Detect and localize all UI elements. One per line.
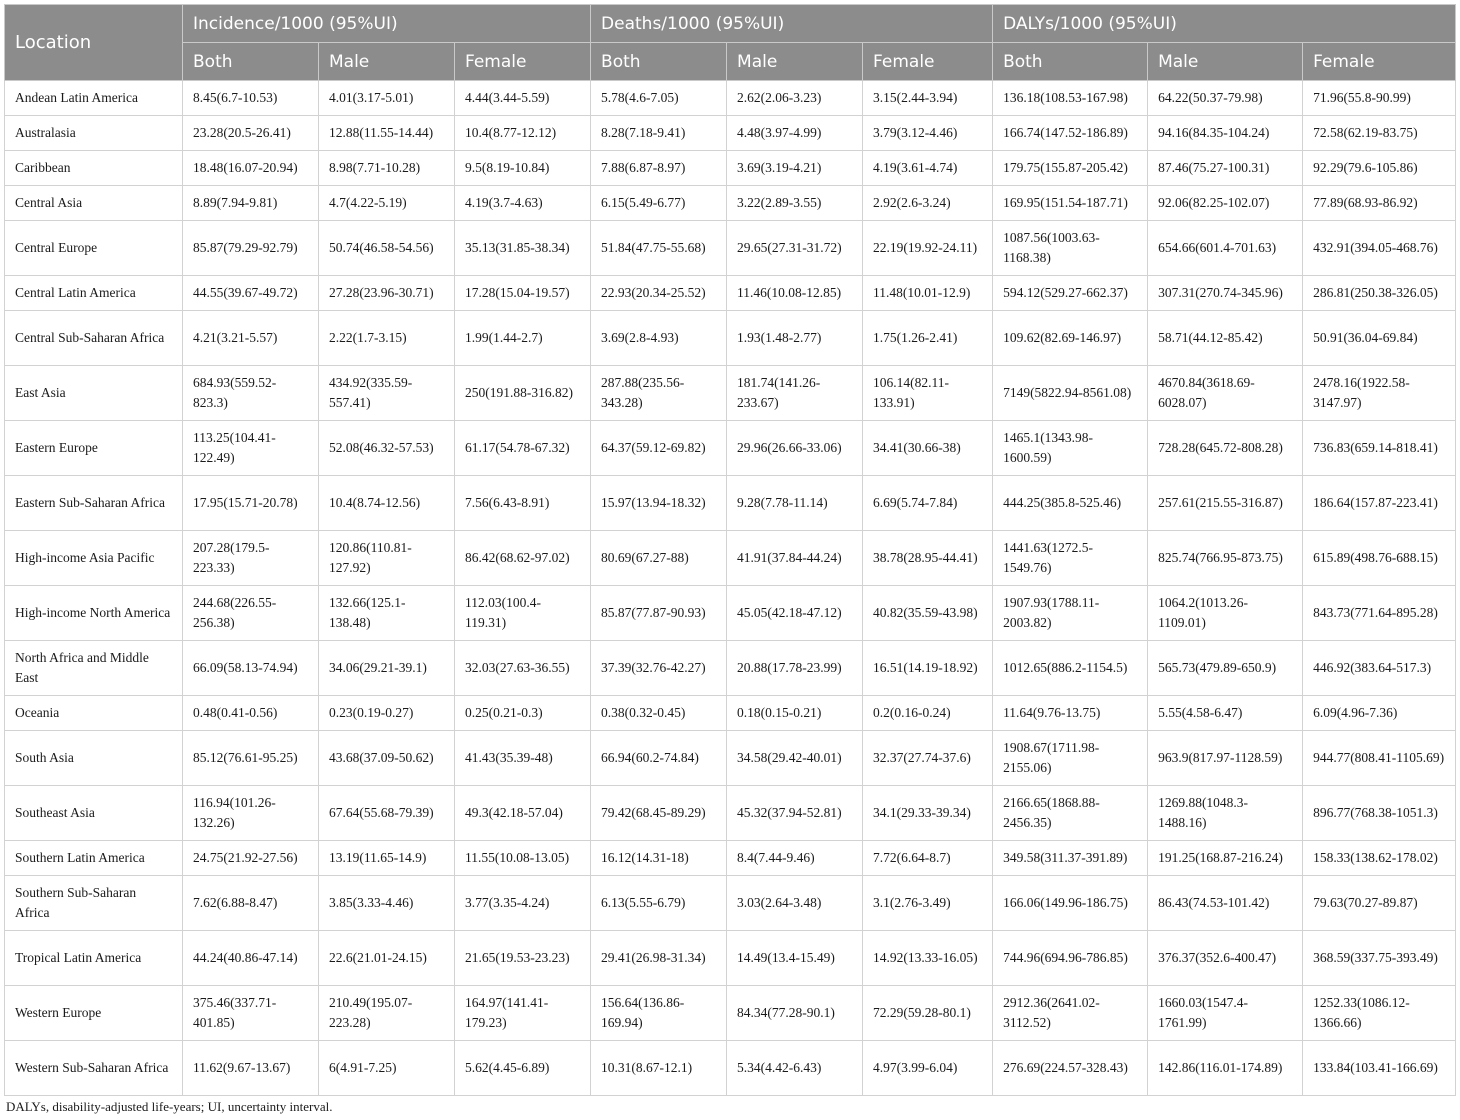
cell-deaths-female: 34.41(30.66-38) — [863, 421, 993, 476]
cell-deaths-both: 3.69(2.8-4.93) — [591, 311, 727, 366]
table-body — [5, 81, 1456, 1096]
cell-dalys-both: 1012.65(886.2-1154.5) — [993, 641, 1148, 696]
cell-dalys-male: 728.28(645.72-808.28) — [1148, 421, 1303, 476]
cell-incidence-both: 684.93(559.52-823.3) — [183, 366, 319, 421]
cell-dalys-female: 72.58(62.19-83.75) — [1303, 116, 1456, 151]
cell-deaths-male: 9.28(7.78-11.14) — [727, 476, 863, 531]
cell-deaths-female: 16.51(14.19-18.92) — [863, 641, 993, 696]
table-row — [5, 641, 1456, 696]
cell-incidence-female: 41.43(35.39-48) — [455, 731, 591, 786]
cell-dalys-male: 1660.03(1547.4-1761.99) — [1148, 986, 1303, 1041]
cell-location: Australasia — [5, 116, 183, 151]
cell-deaths-female: 3.1(2.76-3.49) — [863, 876, 993, 931]
dalys-group-header: DALYs/1000 (95%UI) — [993, 5, 1456, 43]
cell-deaths-male: 2.62(2.06-3.23) — [727, 81, 863, 116]
cell-dalys-both: 1907.93(1788.11-2003.82) — [993, 586, 1148, 641]
cell-deaths-female: 38.78(28.95-44.41) — [863, 531, 993, 586]
cell-dalys-female: 843.73(771.64-895.28) — [1303, 586, 1456, 641]
cell-incidence-both: 207.28(179.5-223.33) — [183, 531, 319, 586]
cell-location: Caribbean — [5, 151, 183, 186]
cell-incidence-male: 4.01(3.17-5.01) — [319, 81, 455, 116]
table-row — [5, 311, 1456, 366]
cell-deaths-female: 11.48(10.01-12.9) — [863, 276, 993, 311]
subheader-deaths-female: Female — [863, 43, 993, 81]
cell-deaths-male: 3.22(2.89-3.55) — [727, 186, 863, 221]
cell-incidence-female: 4.44(3.44-5.59) — [455, 81, 591, 116]
cell-dalys-both: 1908.67(1711.98-2155.06) — [993, 731, 1148, 786]
cell-dalys-both: 166.74(147.52-186.89) — [993, 116, 1148, 151]
table-row — [5, 366, 1456, 421]
cell-deaths-female: 34.1(29.33-39.34) — [863, 786, 993, 841]
cell-dalys-male: 825.74(766.95-873.75) — [1148, 531, 1303, 586]
cell-incidence-both: 0.48(0.41-0.56) — [183, 696, 319, 731]
cell-incidence-both: 17.95(15.71-20.78) — [183, 476, 319, 531]
cell-incidence-both: 18.48(16.07-20.94) — [183, 151, 319, 186]
cell-deaths-both: 37.39(32.76-42.27) — [591, 641, 727, 696]
cell-dalys-female: 79.63(70.27-89.87) — [1303, 876, 1456, 931]
subheader-dalys-male: Male — [1148, 43, 1303, 81]
cell-incidence-both: 4.21(3.21-5.57) — [183, 311, 319, 366]
cell-location: Tropical Latin America — [5, 931, 183, 986]
cell-deaths-both: 29.41(26.98-31.34) — [591, 931, 727, 986]
cell-dalys-both: 276.69(224.57-328.43) — [993, 1041, 1148, 1096]
cell-dalys-male: 376.37(352.6-400.47) — [1148, 931, 1303, 986]
cell-incidence-female: 250(191.88-316.82) — [455, 366, 591, 421]
table-row — [5, 221, 1456, 276]
cell-dalys-male: 307.31(270.74-345.96) — [1148, 276, 1303, 311]
cell-deaths-male: 11.46(10.08-12.85) — [727, 276, 863, 311]
cell-incidence-both: 8.45(6.7-10.53) — [183, 81, 319, 116]
cell-deaths-female: 7.72(6.64-8.7) — [863, 841, 993, 876]
cell-incidence-male: 6(4.91-7.25) — [319, 1041, 455, 1096]
cell-incidence-female: 10.4(8.77-12.12) — [455, 116, 591, 151]
cell-deaths-male: 4.48(3.97-4.99) — [727, 116, 863, 151]
cell-incidence-both: 8.89(7.94-9.81) — [183, 186, 319, 221]
subheader-incidence-both: Both — [183, 43, 319, 81]
cell-location: North Africa and Middle East — [5, 641, 183, 696]
cell-incidence-female: 4.19(3.7-4.63) — [455, 186, 591, 221]
cell-location: High-income Asia Pacific — [5, 531, 183, 586]
cell-dalys-female: 186.64(157.87-223.41) — [1303, 476, 1456, 531]
cell-deaths-male: 5.34(4.42-6.43) — [727, 1041, 863, 1096]
cell-incidence-both: 85.87(79.29-92.79) — [183, 221, 319, 276]
header-row-sex — [5, 43, 1456, 81]
cell-incidence-both: 244.68(226.55-256.38) — [183, 586, 319, 641]
cell-incidence-both: 7.62(6.88-8.47) — [183, 876, 319, 931]
cell-location: Central Asia — [5, 186, 183, 221]
table-row — [5, 586, 1456, 641]
cell-deaths-both: 66.94(60.2-74.84) — [591, 731, 727, 786]
cell-incidence-male: 3.85(3.33-4.46) — [319, 876, 455, 931]
cell-dalys-both: 594.12(529.27-662.37) — [993, 276, 1148, 311]
cell-deaths-female: 4.97(3.99-6.04) — [863, 1041, 993, 1096]
cell-dalys-female: 944.77(808.41-1105.69) — [1303, 731, 1456, 786]
table-row — [5, 786, 1456, 841]
cell-incidence-male: 12.88(11.55-14.44) — [319, 116, 455, 151]
cell-dalys-both: 179.75(155.87-205.42) — [993, 151, 1148, 186]
cell-deaths-both: 287.88(235.56-343.28) — [591, 366, 727, 421]
table-row — [5, 276, 1456, 311]
cell-location: South Asia — [5, 731, 183, 786]
cell-dalys-both: 444.25(385.8-525.46) — [993, 476, 1148, 531]
cell-dalys-female: 432.91(394.05-468.76) — [1303, 221, 1456, 276]
table-row — [5, 186, 1456, 221]
cell-incidence-both: 44.55(39.67-49.72) — [183, 276, 319, 311]
cell-deaths-both: 0.38(0.32-0.45) — [591, 696, 727, 731]
cell-dalys-female: 2478.16(1922.58-3147.97) — [1303, 366, 1456, 421]
cell-incidence-female: 3.77(3.35-4.24) — [455, 876, 591, 931]
cell-incidence-male: 4.7(4.22-5.19) — [319, 186, 455, 221]
cell-location: Central Latin America — [5, 276, 183, 311]
cell-dalys-male: 565.73(479.89-650.9) — [1148, 641, 1303, 696]
cell-dalys-male: 94.16(84.35-104.24) — [1148, 116, 1303, 151]
cell-dalys-female: 286.81(250.38-326.05) — [1303, 276, 1456, 311]
cell-dalys-both: 169.95(151.54-187.71) — [993, 186, 1148, 221]
cell-location: Western Sub-Saharan Africa — [5, 1041, 183, 1096]
cell-deaths-both: 8.28(7.18-9.41) — [591, 116, 727, 151]
cell-dalys-female: 71.96(55.8-90.99) — [1303, 81, 1456, 116]
cell-incidence-female: 112.03(100.4-119.31) — [455, 586, 591, 641]
cell-incidence-both: 85.12(76.61-95.25) — [183, 731, 319, 786]
cell-incidence-female: 49.3(42.18-57.04) — [455, 786, 591, 841]
cell-incidence-female: 0.25(0.21-0.3) — [455, 696, 591, 731]
cell-incidence-male: 0.23(0.19-0.27) — [319, 696, 455, 731]
cell-deaths-male: 45.05(42.18-47.12) — [727, 586, 863, 641]
cell-dalys-male: 64.22(50.37-79.98) — [1148, 81, 1303, 116]
cell-incidence-female: 9.5(8.19-10.84) — [455, 151, 591, 186]
table-row — [5, 986, 1456, 1041]
cell-dalys-male: 654.66(601.4-701.63) — [1148, 221, 1303, 276]
cell-dalys-female: 92.29(79.6-105.86) — [1303, 151, 1456, 186]
cell-incidence-female: 21.65(19.53-23.23) — [455, 931, 591, 986]
table-row — [5, 876, 1456, 931]
cell-deaths-male: 3.69(3.19-4.21) — [727, 151, 863, 186]
cell-deaths-female: 4.19(3.61-4.74) — [863, 151, 993, 186]
cell-dalys-both: 2912.36(2641.02-3112.52) — [993, 986, 1148, 1041]
cell-deaths-both: 79.42(68.45-89.29) — [591, 786, 727, 841]
cell-location: Eastern Sub-Saharan Africa — [5, 476, 183, 531]
cell-incidence-male: 210.49(195.07-223.28) — [319, 986, 455, 1041]
cell-dalys-both: 744.96(694.96-786.85) — [993, 931, 1148, 986]
cell-dalys-male: 191.25(168.87-216.24) — [1148, 841, 1303, 876]
cell-incidence-female: 86.42(68.62-97.02) — [455, 531, 591, 586]
cell-deaths-female: 32.37(27.74-37.6) — [863, 731, 993, 786]
results-table — [4, 4, 1456, 1096]
cell-dalys-both: 7149(5822.94-8561.08) — [993, 366, 1148, 421]
cell-incidence-male: 34.06(29.21-39.1) — [319, 641, 455, 696]
cell-location: Central Europe — [5, 221, 183, 276]
incidence-group-header: Incidence/1000 (95%UI) — [183, 5, 591, 43]
cell-dalys-both: 109.62(82.69-146.97) — [993, 311, 1148, 366]
cell-deaths-both: 85.87(77.87-90.93) — [591, 586, 727, 641]
cell-incidence-female: 5.62(4.45-6.89) — [455, 1041, 591, 1096]
cell-incidence-male: 22.6(21.01-24.15) — [319, 931, 455, 986]
cell-deaths-male: 14.49(13.4-15.49) — [727, 931, 863, 986]
table-row — [5, 731, 1456, 786]
deaths-group-header: Deaths/1000 (95%UI) — [591, 5, 993, 43]
cell-deaths-both: 6.13(5.55-6.79) — [591, 876, 727, 931]
cell-incidence-male: 27.28(23.96-30.71) — [319, 276, 455, 311]
cell-dalys-both: 349.58(311.37-391.89) — [993, 841, 1148, 876]
subheader-incidence-male: Male — [319, 43, 455, 81]
cell-deaths-male: 84.34(77.28-90.1) — [727, 986, 863, 1041]
cell-deaths-female: 106.14(82.11-133.91) — [863, 366, 993, 421]
subheader-dalys-female: Female — [1303, 43, 1456, 81]
table-row — [5, 531, 1456, 586]
table-row — [5, 841, 1456, 876]
cell-incidence-both: 113.25(104.41-122.49) — [183, 421, 319, 476]
cell-dalys-male: 86.43(74.53-101.42) — [1148, 876, 1303, 931]
subheader-deaths-male: Male — [727, 43, 863, 81]
cell-deaths-female: 6.69(5.74-7.84) — [863, 476, 993, 531]
cell-location: Eastern Europe — [5, 421, 183, 476]
table-row — [5, 151, 1456, 186]
cell-incidence-both: 24.75(21.92-27.56) — [183, 841, 319, 876]
table-row — [5, 421, 1456, 476]
cell-dalys-both: 1465.1(1343.98-1600.59) — [993, 421, 1148, 476]
cell-dalys-both: 11.64(9.76-13.75) — [993, 696, 1148, 731]
subheader-dalys-both: Both — [993, 43, 1148, 81]
cell-incidence-female: 35.13(31.85-38.34) — [455, 221, 591, 276]
cell-deaths-male: 0.18(0.15-0.21) — [727, 696, 863, 731]
cell-dalys-female: 50.91(36.04-69.84) — [1303, 311, 1456, 366]
cell-dalys-female: 133.84(103.41-166.69) — [1303, 1041, 1456, 1096]
cell-incidence-both: 23.28(20.5-26.41) — [183, 116, 319, 151]
cell-location: Southern Latin America — [5, 841, 183, 876]
cell-dalys-both: 136.18(108.53-167.98) — [993, 81, 1148, 116]
cell-deaths-both: 16.12(14.31-18) — [591, 841, 727, 876]
cell-deaths-female: 72.29(59.28-80.1) — [863, 986, 993, 1041]
cell-incidence-male: 13.19(11.65-14.9) — [319, 841, 455, 876]
header-row-groups — [5, 5, 1456, 43]
cell-location: East Asia — [5, 366, 183, 421]
cell-dalys-both: 2166.65(1868.88-2456.35) — [993, 786, 1148, 841]
cell-incidence-male: 8.98(7.71-10.28) — [319, 151, 455, 186]
cell-dalys-female: 158.33(138.62-178.02) — [1303, 841, 1456, 876]
cell-deaths-both: 15.97(13.94-18.32) — [591, 476, 727, 531]
table-row — [5, 116, 1456, 151]
location-header: Location — [5, 5, 183, 81]
table-row — [5, 81, 1456, 116]
cell-deaths-male: 45.32(37.94-52.81) — [727, 786, 863, 841]
cell-dalys-male: 142.86(116.01-174.89) — [1148, 1041, 1303, 1096]
cell-deaths-male: 29.65(27.31-31.72) — [727, 221, 863, 276]
cell-incidence-both: 44.24(40.86-47.14) — [183, 931, 319, 986]
cell-incidence-both: 375.46(337.71-401.85) — [183, 986, 319, 1041]
cell-deaths-male: 34.58(29.42-40.01) — [727, 731, 863, 786]
cell-deaths-both: 80.69(67.27-88) — [591, 531, 727, 586]
cell-deaths-female: 2.92(2.6-3.24) — [863, 186, 993, 221]
cell-deaths-both: 5.78(4.6-7.05) — [591, 81, 727, 116]
cell-deaths-both: 156.64(136.86-169.94) — [591, 986, 727, 1041]
cell-dalys-female: 736.83(659.14-818.41) — [1303, 421, 1456, 476]
cell-incidence-male: 2.22(1.7-3.15) — [319, 311, 455, 366]
cell-deaths-male: 181.74(141.26-233.67) — [727, 366, 863, 421]
cell-deaths-both: 6.15(5.49-6.77) — [591, 186, 727, 221]
cell-dalys-male: 58.71(44.12-85.42) — [1148, 311, 1303, 366]
cell-location: Oceania — [5, 696, 183, 731]
subheader-deaths-both: Both — [591, 43, 727, 81]
cell-dalys-male: 257.61(215.55-316.87) — [1148, 476, 1303, 531]
cell-incidence-female: 61.17(54.78-67.32) — [455, 421, 591, 476]
table-header — [5, 5, 1456, 81]
cell-dalys-female: 77.89(68.93-86.92) — [1303, 186, 1456, 221]
cell-dalys-male: 963.9(817.97-1128.59) — [1148, 731, 1303, 786]
cell-location: Western Europe — [5, 986, 183, 1041]
cell-incidence-female: 32.03(27.63-36.55) — [455, 641, 591, 696]
cell-deaths-male: 20.88(17.78-23.99) — [727, 641, 863, 696]
cell-dalys-male: 87.46(75.27-100.31) — [1148, 151, 1303, 186]
cell-dalys-female: 896.77(768.38-1051.3) — [1303, 786, 1456, 841]
cell-dalys-female: 615.89(498.76-688.15) — [1303, 531, 1456, 586]
cell-dalys-female: 1252.33(1086.12-1366.66) — [1303, 986, 1456, 1041]
cell-dalys-both: 1441.63(1272.5-1549.76) — [993, 531, 1148, 586]
cell-incidence-female: 164.97(141.41-179.23) — [455, 986, 591, 1041]
cell-location: Southeast Asia — [5, 786, 183, 841]
cell-deaths-male: 1.93(1.48-2.77) — [727, 311, 863, 366]
cell-deaths-female: 22.19(19.92-24.11) — [863, 221, 993, 276]
subheader-incidence-female: Female — [455, 43, 591, 81]
cell-incidence-male: 43.68(37.09-50.62) — [319, 731, 455, 786]
cell-deaths-both: 10.31(8.67-12.1) — [591, 1041, 727, 1096]
table-row — [5, 1041, 1456, 1096]
cell-deaths-male: 3.03(2.64-3.48) — [727, 876, 863, 931]
cell-dalys-male: 92.06(82.25-102.07) — [1148, 186, 1303, 221]
cell-incidence-female: 11.55(10.08-13.05) — [455, 841, 591, 876]
cell-incidence-female: 17.28(15.04-19.57) — [455, 276, 591, 311]
cell-deaths-female: 1.75(1.26-2.41) — [863, 311, 993, 366]
cell-deaths-female: 3.15(2.44-3.94) — [863, 81, 993, 116]
cell-incidence-male: 67.64(55.68-79.39) — [319, 786, 455, 841]
cell-deaths-both: 22.93(20.34-25.52) — [591, 276, 727, 311]
cell-incidence-both: 11.62(9.67-13.67) — [183, 1041, 319, 1096]
cell-deaths-male: 8.4(7.44-9.46) — [727, 841, 863, 876]
cell-incidence-male: 10.4(8.74-12.56) — [319, 476, 455, 531]
cell-incidence-both: 116.94(101.26-132.26) — [183, 786, 319, 841]
cell-deaths-female: 40.82(35.59-43.98) — [863, 586, 993, 641]
cell-dalys-male: 4670.84(3618.69-6028.07) — [1148, 366, 1303, 421]
cell-dalys-female: 446.92(383.64-517.3) — [1303, 641, 1456, 696]
cell-dalys-both: 1087.56(1003.63-1168.38) — [993, 221, 1148, 276]
table-footnote: DALYs, disability-adjusted life-years; UI, uncertainty interval. — [6, 1099, 333, 1114]
cell-deaths-male: 29.96(26.66-33.06) — [727, 421, 863, 476]
cell-location: Andean Latin America — [5, 81, 183, 116]
cell-incidence-male: 434.92(335.59-557.41) — [319, 366, 455, 421]
cell-deaths-both: 64.37(59.12-69.82) — [591, 421, 727, 476]
cell-incidence-female: 1.99(1.44-2.7) — [455, 311, 591, 366]
cell-incidence-male: 50.74(46.58-54.56) — [319, 221, 455, 276]
table-row — [5, 931, 1456, 986]
cell-deaths-female: 3.79(3.12-4.46) — [863, 116, 993, 151]
cell-dalys-female: 6.09(4.96-7.36) — [1303, 696, 1456, 731]
table-row — [5, 696, 1456, 731]
cell-deaths-female: 0.2(0.16-0.24) — [863, 696, 993, 731]
cell-incidence-both: 66.09(58.13-74.94) — [183, 641, 319, 696]
table-row — [5, 476, 1456, 531]
cell-dalys-male: 5.55(4.58-6.47) — [1148, 696, 1303, 731]
cell-deaths-both: 51.84(47.75-55.68) — [591, 221, 727, 276]
cell-incidence-female: 7.56(6.43-8.91) — [455, 476, 591, 531]
cell-deaths-male: 41.91(37.84-44.24) — [727, 531, 863, 586]
cell-location: High-income North America — [5, 586, 183, 641]
cell-incidence-male: 120.86(110.81-127.92) — [319, 531, 455, 586]
cell-dalys-both: 166.06(149.96-186.75) — [993, 876, 1148, 931]
cell-incidence-male: 52.08(46.32-57.53) — [319, 421, 455, 476]
cell-deaths-both: 7.88(6.87-8.97) — [591, 151, 727, 186]
cell-location: Southern Sub-Saharan Africa — [5, 876, 183, 931]
cell-dalys-male: 1064.2(1013.26-1109.01) — [1148, 586, 1303, 641]
cell-incidence-male: 132.66(125.1-138.48) — [319, 586, 455, 641]
cell-deaths-female: 14.92(13.33-16.05) — [863, 931, 993, 986]
cell-location: Central Sub-Saharan Africa — [5, 311, 183, 366]
cell-dalys-male: 1269.88(1048.3-1488.16) — [1148, 786, 1303, 841]
cell-dalys-female: 368.59(337.75-393.49) — [1303, 931, 1456, 986]
